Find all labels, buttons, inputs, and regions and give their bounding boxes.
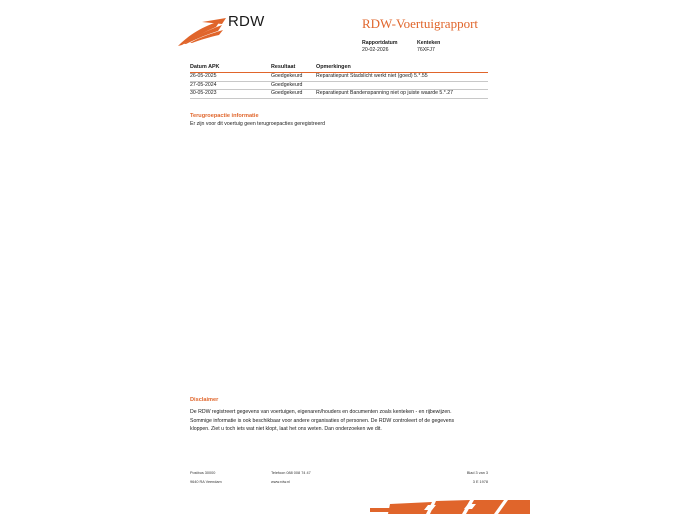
plate-label: Kenteken bbox=[417, 40, 441, 46]
recall-section-title: Terugroepactie informatie bbox=[190, 113, 259, 119]
apk-result: Goedgekeurd bbox=[271, 73, 303, 79]
recall-text: Er zijn voor dit voertuig geen terugroepacties geregistreerd bbox=[190, 121, 325, 127]
apk-date: 26-05-2025 bbox=[190, 73, 217, 79]
apk-date: 30-05-2023 bbox=[190, 90, 217, 96]
apk-remarks: Reparatiepunt Stadslicht werkt niet (goed) 5.*.55 bbox=[316, 73, 428, 79]
report-date-value: 20-02-2026 bbox=[362, 47, 389, 53]
row-divider bbox=[190, 81, 488, 82]
report-title: RDW-Voertuigrapport bbox=[362, 16, 479, 31]
footer-city: 9640 RA Veendam bbox=[190, 480, 222, 484]
apk-result: Goedgekeurd bbox=[271, 81, 303, 88]
apk-remarks: Reparatiepunt Bandenspanning niet op juiste waarde 5.*.27 bbox=[316, 90, 453, 96]
disclaimer-line-1: De RDW registreert gegevens van voertuigen, eigenaren/houders en documenten zoals kenteken - en rijbewijzen. bbox=[190, 409, 452, 415]
footer-po-box: Postbus 30000 bbox=[190, 471, 216, 475]
rdw-logo-icon bbox=[176, 16, 228, 48]
plate-value: 76XFJ7 bbox=[417, 47, 435, 53]
apk-result: Goedgekeurd bbox=[271, 90, 303, 96]
disclaimer-title: Disclaimer bbox=[190, 397, 219, 403]
footer-phone: Telefoon 088 008 74 47 bbox=[271, 471, 311, 475]
disclaimer-line-2: Sommige informatie is ook beschikbaar voor andere organisaties of personen. De RDW controleert of de gegevens bbox=[190, 417, 455, 424]
column-header-result: Resultaat bbox=[271, 64, 296, 70]
row-divider bbox=[190, 98, 488, 99]
report-date-label: Rapportdatum bbox=[362, 40, 398, 46]
footer-code: 3 E 1978 bbox=[472, 480, 488, 484]
footer-website[interactable]: www.rdw.nl bbox=[271, 480, 290, 484]
brand-name: RDW bbox=[228, 13, 265, 30]
disclaimer-line-3: kloppen. Ziet u toch iets wat niet klopt, laat het ons weten. Dan onderzoeken we dit. bbox=[190, 426, 382, 432]
column-header-date: Datum APK bbox=[190, 64, 220, 70]
decorative-stripes-icon bbox=[370, 498, 530, 514]
apk-date: 27-05-2024 bbox=[190, 81, 217, 88]
footer-page-number: Blad 3 van 3 bbox=[466, 471, 488, 475]
column-header-remarks: Opmerkingen bbox=[316, 64, 351, 70]
